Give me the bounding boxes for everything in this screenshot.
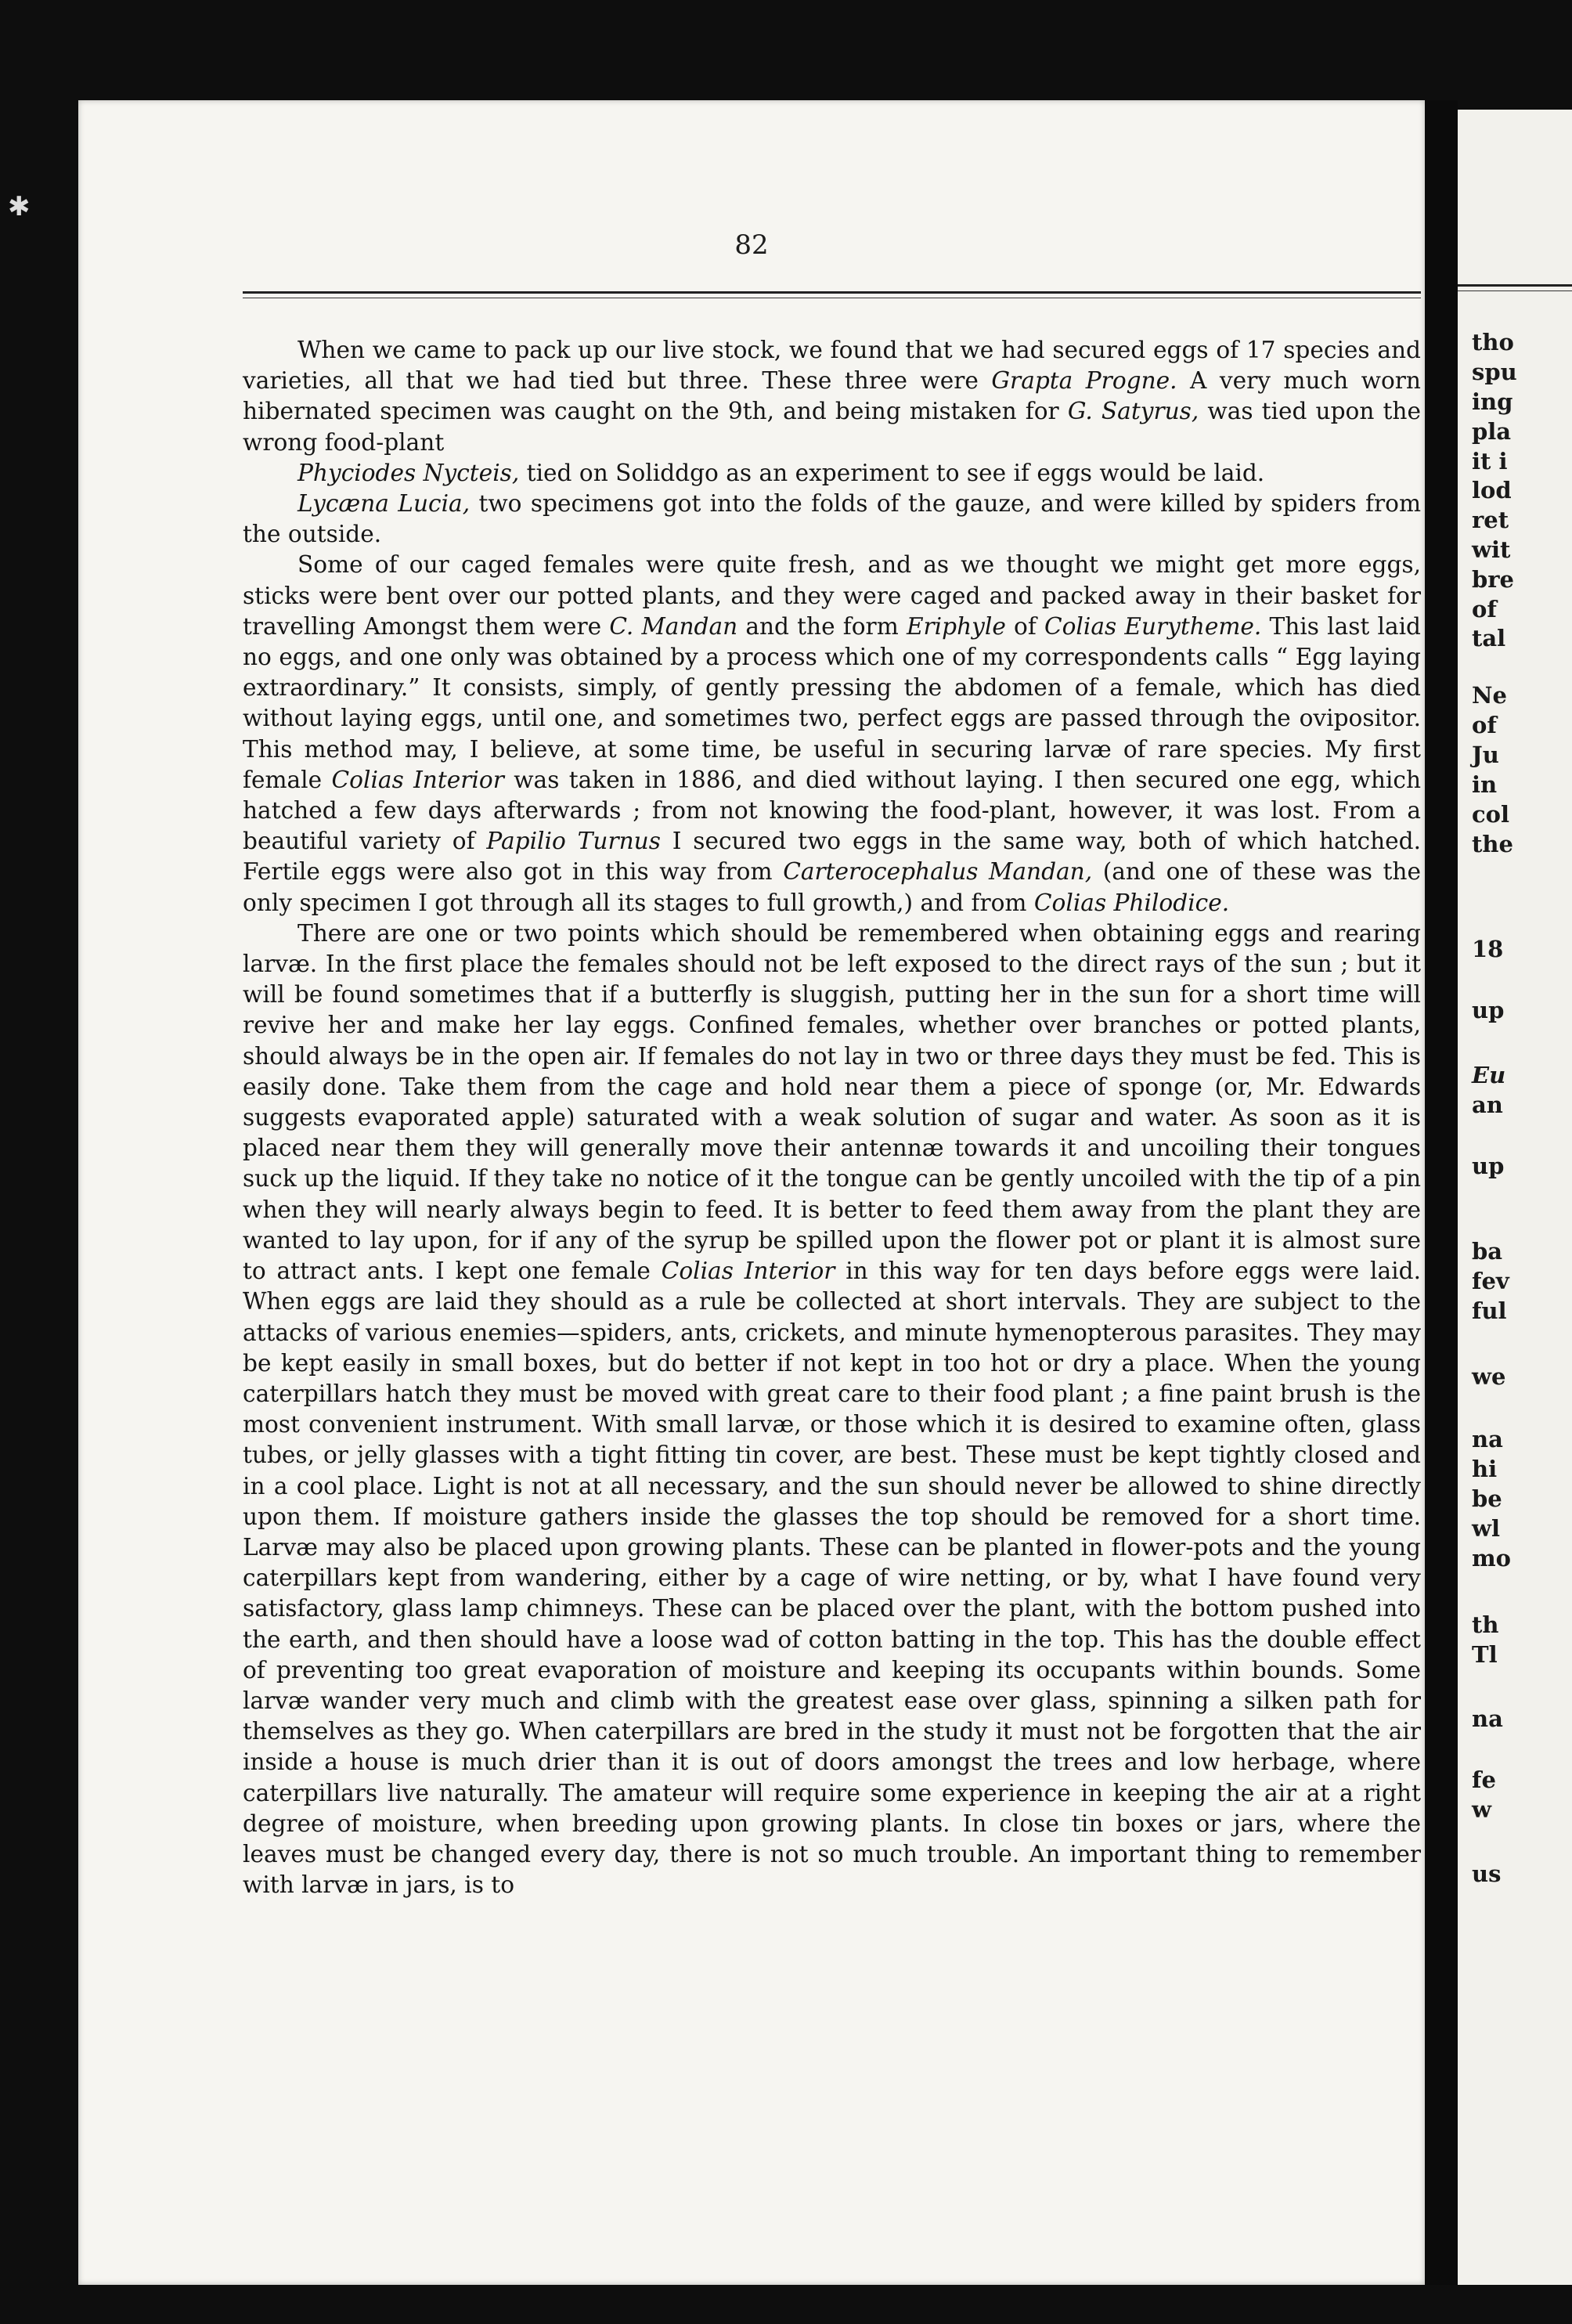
adjacent-page-text-fragment: Ju [1472,742,1499,768]
adjacent-page-rule-thin [1458,290,1572,291]
adjacent-page-text-fragment: of [1472,596,1497,622]
adjacent-page-text-fragment: mo [1472,1545,1512,1572]
adjacent-page-text-fragment: in [1472,771,1498,798]
adjacent-page-text-fragment: na [1472,1705,1503,1732]
adjacent-page-text-fragment: ing [1472,388,1513,415]
page-number: 82 [734,229,769,261]
adjacent-page-text-fragment: us [1472,1860,1502,1887]
paragraph: Some of our caged females were quite fresh, and as we thought we might get more eggs, sticks were bent over our potted plants, and they were caged and packed away in their basket for travelling Amongst them were C. Mandan and the form Eriphyle of Colias Eurytheme. This last laid no eggs, and one only was obtained by a process which one of my correspondents calls “ Egg laying extraordinary.” It consists, simply, of gently pressing the abdomen of a female, which has died without laying eggs, until one, and sometimes two, perfect eggs are passed through the ovipositor. This method may, I believe, at some time, be useful in securing larvæ of rare species. My first female Colias Interior was taken in 1886, and died without laying. I then secured one egg, which hatched a few days afterwards ; from not knowing the food-plant, however, it was lost. From a beautiful variety of Papilio Turnus I secured two eggs in the same way, both of which hatched. Fertile eggs were also got in this way from Carterocephalus Mandan, (and one of these was the only specimen I got through all its stages to full growth,) and from Colias Philodice. [243,551,1422,916]
adjacent-page-text-fragment: ful [1472,1297,1507,1324]
adjacent-page-text-fragment: Ne [1472,682,1507,709]
adjacent-page-text-fragment: fe [1472,1766,1496,1793]
adjacent-page-text-fragment: spu [1472,359,1517,385]
adjacent-page-text-fragment: the [1472,831,1513,857]
adjacent-page-edge [1458,110,1572,2285]
adjacent-page-text-fragment: wit [1472,536,1511,563]
adjacent-page-text-fragment: hi [1472,1456,1498,1482]
adjacent-page-text-fragment: tho [1472,329,1514,355]
paragraph: Lycæna Lucia, two specimens got into the folds of the gauze, and were killed by spiders from the outside. [243,490,1422,548]
adjacent-page-text-fragment: Tl [1472,1641,1498,1668]
document-page [78,100,1425,2285]
adjacent-page-text-fragment: wl [1472,1515,1500,1542]
adjacent-page-text-fragment: up [1472,1153,1505,1179]
adjacent-page-text-fragment: up [1472,997,1505,1023]
adjacent-page-text-fragment: na [1472,1426,1503,1452]
adjacent-page-text-fragment: col [1472,801,1510,828]
adjacent-page-text-fragment: fev [1472,1268,1509,1294]
paragraph: There are one or two points which should be remembered when obtaining eggs and rearing larvæ. In the first place the females should not be left exposed to the direct rays of the sun ; but it will be found sometimes that if a butterfly is sluggish, putting her in the sun for a short time will revive her and make her lay eggs. Confined females, whether over branches or potted plants, should always be in the open air. If females do not lay in two or three days they must be fed. This is easily done. Take them from the cage and hold near them a piece of sponge (or, Mr. Edwards suggests evaporated apple) saturated with a weak solution of sugar and water. As soon as it is placed near them they will generally move their antennæ towards it and uncoiling their tongues suck up the liquid. If they take no notice of it the tongue can be gently uncoiled with the tip of a pin when they will nearly always begin to feed. It is better to feed them away from the plant they are wanted to lay upon, for if any of the syrup be spilled upon the flower pot or plant it is almost sure to attract ants. I kept one female Colias Interior in this way for ten days before eggs were laid. When eggs are laid they should as a rule be collected at short intervals. They are subject to the attacks of various enemies—spiders, ants, crickets, and minute hymenopterous parasites. They may be kept easily in small boxes, but do better if not kept in too hot or dry a place. When the young caterpillars hatch they must be moved with great care to their food plant ; a fine paint brush is the most convenient instrument. With small larvæ, or those which it is desired to examine often, glass tubes, or jelly glasses with a tight fitting tin cover, are best. These must be kept tightly closed and in a cool place. Light is not at all necessary, and the sun should never be allowed to shine directly upon them. If moisture gathers inside the glasses the top should be removed for a short time. Larvæ may also be placed upon growing plants. These can be planted in flower-pots and the young caterpillars kept from wandering, either by a cage of wire netting, or by, what I have found very satisfactory, glass lamp chimneys. These can be placed over the plant, with the bottom pushed into the earth, and then should have a loose wad of cotton batting in the top. This has the double effect of preventing too great evaporation of moisture and keeping its occupants within bounds. Some larvæ wander very much and climb with the greatest ease over glass, spinning a silken path for themselves as they go. When caterpillars are bred in the study it must not be forgotten that the air inside a house is much drier than it is out of doors amongst the trees and low herbage, where caterpillars live naturally. The amateur will require some experience in keeping the air at a right degree of moisture, when breeding upon growing plants. In close tin boxes or jars, where the leaves must be changed every day, there is not so much trouble. An important thing to remember with larvæ in jars, is to [243,919,1421,1899]
adjacent-page-text-fragment: bre [1472,566,1515,593]
adjacent-page-text-fragment: it i [1472,448,1508,475]
scan-artifact: ✱ [8,191,31,222]
page-gutter [1425,100,1458,2285]
adjacent-page-text-fragment: an [1472,1092,1503,1118]
adjacent-page-text-fragment: be [1472,1485,1502,1512]
adjacent-page-text-fragment: w [1472,1796,1491,1823]
adjacent-page-text-fragment: we [1472,1363,1506,1390]
adjacent-page-rule [1458,284,1572,287]
adjacent-page-text-fragment: of [1472,712,1497,738]
paragraph: When we came to pack up our live stock, we found that we had secured eggs of 17 species and varieties, all that we had tied but three. These three were Grapta Progne. A very much worn hibernated specimen was caught on the 9th, and being mistaken for G. Satyrus, was tied upon the wrong food-plant [243,337,1422,456]
adjacent-page-text-fragment: Eu [1472,1062,1506,1088]
adjacent-page-text-fragment: pla [1472,418,1512,445]
adjacent-page-text-fragment: tal [1472,625,1506,651]
adjacent-page-text-fragment: ret [1472,507,1509,533]
header-rule [243,291,1421,294]
body-text [243,335,1421,1900]
adjacent-page-text-fragment: lod [1472,477,1512,503]
adjacent-page-text-fragment: 18 [1472,936,1504,962]
adjacent-page-text-fragment: th [1472,1611,1499,1638]
paragraph: Phyciodes Nycteis, tied on Soliddgo as an experiment to see if eggs would be laid. [297,459,1265,486]
adjacent-page-text-fragment: ba [1472,1238,1503,1265]
